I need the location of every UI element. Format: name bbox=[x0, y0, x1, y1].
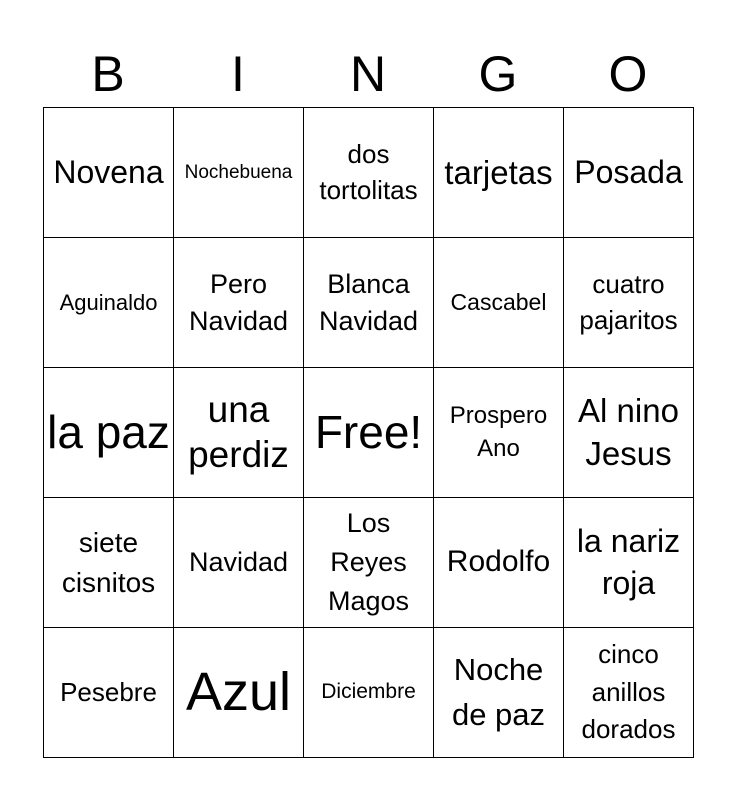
bingo-cell-text: Aguinaldo bbox=[59, 289, 158, 315]
bingo-free-space[interactable] bbox=[304, 368, 434, 498]
bingo-cell[interactable] bbox=[434, 628, 564, 758]
bingo-cell[interactable] bbox=[304, 498, 434, 628]
bingo-cell-text: Navidad bbox=[188, 546, 289, 577]
bingo-cell[interactable] bbox=[44, 498, 174, 628]
bingo-row bbox=[44, 238, 694, 368]
bingo-cell[interactable] bbox=[304, 238, 434, 368]
bingo-cell[interactable] bbox=[174, 628, 304, 758]
bingo-cell-text: Pesebre bbox=[60, 676, 157, 707]
bingo-cell[interactable] bbox=[564, 238, 694, 368]
bingo-cell-text: una perdiz bbox=[188, 389, 289, 475]
bingo-cell-text: Blanca Navidad bbox=[318, 269, 419, 336]
bingo-header bbox=[43, 40, 693, 108]
bingo-cell-text: Free! bbox=[314, 406, 423, 459]
bingo-cell[interactable] bbox=[44, 368, 174, 498]
bingo-cell[interactable] bbox=[174, 498, 304, 628]
bingo-cell[interactable] bbox=[434, 498, 564, 628]
bingo-cell[interactable] bbox=[564, 368, 694, 498]
bingo-cell-text: Diciembre bbox=[321, 680, 416, 704]
bingo-cell[interactable] bbox=[304, 628, 434, 758]
bingo-cell[interactable] bbox=[44, 108, 174, 238]
bingo-cell-text: Rodolfo bbox=[446, 545, 551, 579]
bingo-cell[interactable] bbox=[44, 238, 174, 368]
bingo-cell-text: Los Reyes Magos bbox=[327, 507, 410, 617]
bingo-cell-text: cinco anillos dorados bbox=[581, 638, 676, 745]
bingo-cell-text: Posada bbox=[574, 154, 683, 191]
bingo-card-grid bbox=[43, 107, 694, 758]
bingo-row bbox=[44, 368, 694, 498]
bingo-cell[interactable] bbox=[434, 368, 564, 498]
bingo-cell-text: Cascabel bbox=[450, 289, 547, 316]
bingo-cell-text: dos tortolitas bbox=[319, 139, 418, 205]
bingo-cell[interactable] bbox=[44, 628, 174, 758]
bingo-cell[interactable] bbox=[434, 238, 564, 368]
bingo-cell[interactable] bbox=[434, 108, 564, 238]
bingo-cell-text: tarjetas bbox=[444, 153, 553, 191]
bingo-cell-text: la nariz roja bbox=[576, 522, 681, 601]
bingo-row bbox=[44, 628, 694, 758]
bingo-cell-text: Al nino Jesus bbox=[578, 391, 679, 472]
bingo-cell[interactable] bbox=[174, 368, 304, 498]
bingo-cell-text: Noche de paz bbox=[451, 651, 546, 732]
bingo-cell[interactable] bbox=[304, 108, 434, 238]
bingo-row bbox=[44, 108, 694, 238]
bingo-cell-text: Pero Navidad bbox=[188, 269, 289, 336]
bingo-cell-text: siete cisnitos bbox=[61, 527, 156, 598]
bingo-cell[interactable] bbox=[174, 108, 304, 238]
bingo-cell-text: Novena bbox=[53, 154, 164, 191]
bingo-cell-text: Prospero Ano bbox=[449, 402, 548, 462]
bingo-cell-text: Azul bbox=[185, 662, 292, 723]
bingo-cell[interactable] bbox=[564, 498, 694, 628]
header-letter-g: G bbox=[478, 46, 518, 102]
bingo-cell[interactable] bbox=[564, 108, 694, 238]
bingo-cell-text: Nochebuena bbox=[184, 161, 293, 183]
bingo-cell[interactable] bbox=[564, 628, 694, 758]
bingo-cell[interactable] bbox=[174, 238, 304, 368]
header-letter-n: N bbox=[349, 46, 387, 102]
bingo-row bbox=[44, 498, 694, 628]
bingo-cell-text: la paz bbox=[47, 405, 170, 458]
header-letter-b: B bbox=[91, 46, 125, 102]
bingo-cell-text: cuatro pajaritos bbox=[579, 269, 678, 335]
header-letter-o: O bbox=[608, 46, 648, 102]
header-letter-i: I bbox=[231, 46, 245, 102]
